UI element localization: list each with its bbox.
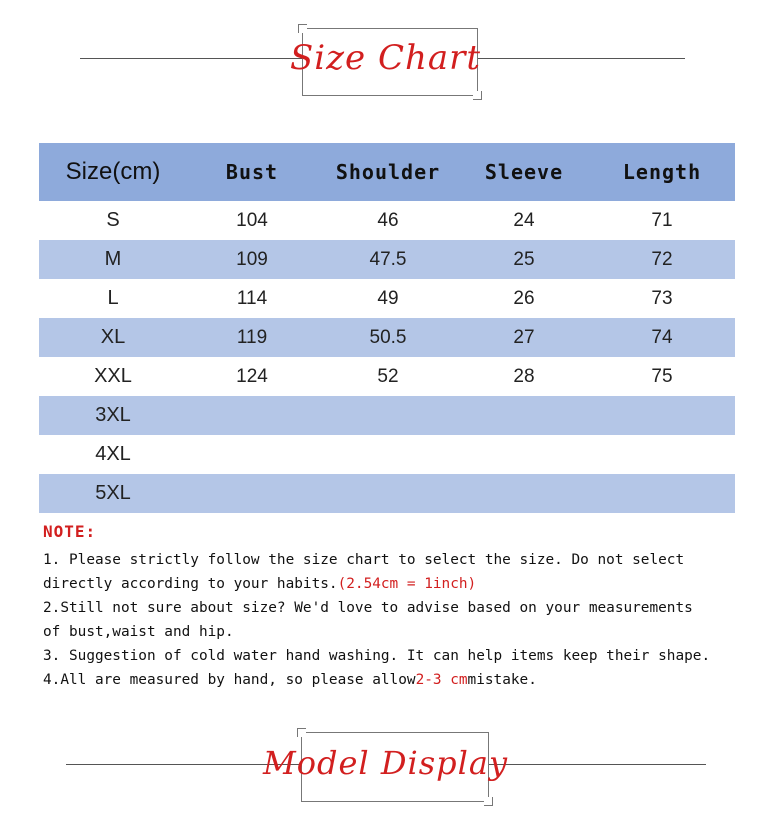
cell-sleeve (459, 474, 589, 513)
cell-bust (187, 435, 317, 474)
notes-section (43, 520, 743, 692)
note-3-text: 3. Suggestion of cold water hand washing. It can help items keep their shape. (43, 648, 711, 664)
cell-size: XL (100, 326, 126, 348)
cell-bust: 124 (236, 365, 268, 387)
cell-size: 5XL (95, 482, 131, 504)
header-size: Size(cm) (65, 158, 161, 185)
cell-size: L (107, 287, 119, 309)
table-row (39, 435, 735, 474)
model-display-banner (0, 730, 771, 804)
note-1-line-1: 1. Please strictly follow the size chart to select the size. Do not select (43, 552, 685, 568)
cell-sleeve: 27 (513, 326, 535, 348)
cell-sleeve (459, 435, 589, 474)
cell-length: 75 (651, 365, 673, 387)
table-row (39, 318, 735, 357)
header-bust: Bust (225, 160, 279, 184)
note-2-line-2: of bust,waist and hip. (43, 624, 234, 640)
size-table (39, 143, 735, 513)
notes-heading: NOTE: (43, 522, 97, 541)
table-row (39, 240, 735, 279)
size-chart-title: Size Chart (289, 38, 482, 78)
table-row (39, 474, 735, 513)
cell-bust (187, 474, 317, 513)
cell-shoulder: 47.5 (369, 248, 407, 270)
cell-sleeve: 24 (513, 209, 535, 231)
cell-bust: 114 (236, 287, 268, 309)
note-1-line-2: directly according to your habits. (43, 576, 338, 592)
cell-sleeve: 28 (513, 365, 535, 387)
note-1-conversion: (2.54cm = 1inch) (337, 576, 477, 592)
cell-shoulder: 46 (377, 209, 399, 231)
cell-shoulder: 49 (377, 287, 399, 309)
table-row (39, 201, 735, 240)
model-display-title: Model Display (262, 744, 509, 782)
cell-length: 73 (651, 287, 673, 309)
table-row (39, 357, 735, 396)
cell-size: XXL (94, 365, 132, 387)
note-4 (43, 668, 743, 692)
size-chart-banner (0, 24, 771, 96)
note-2-continued (43, 620, 743, 644)
cell-length: 74 (651, 326, 673, 348)
cell-shoulder (317, 474, 459, 513)
cell-shoulder: 50.5 (369, 326, 407, 348)
header-length: Length (622, 160, 702, 184)
cell-length (589, 435, 735, 474)
cell-bust: 119 (236, 326, 268, 348)
cell-shoulder (317, 396, 459, 435)
note-2 (43, 596, 743, 620)
table-header-row (39, 143, 735, 201)
note-2-line-1: 2.Still not sure about size? We'd love to advise based on your measurements (43, 600, 693, 616)
note-4-tolerance: 2-3 cm (415, 672, 468, 688)
cell-shoulder (317, 435, 459, 474)
cell-length: 72 (651, 248, 673, 270)
note-4-text: 4.All are measured by hand, so please allow (43, 672, 416, 688)
note-4-end: mistake. (467, 672, 537, 688)
cell-length: 71 (651, 209, 673, 231)
cell-size: 4XL (95, 443, 131, 465)
cell-sleeve: 26 (513, 287, 535, 309)
table-row (39, 396, 735, 435)
cell-bust: 109 (236, 248, 268, 270)
header-shoulder: Shoulder (335, 160, 441, 184)
cell-bust: 104 (236, 209, 268, 231)
cell-size: M (104, 248, 122, 270)
cell-sleeve (459, 396, 589, 435)
cell-length (589, 474, 735, 513)
note-3 (43, 644, 743, 668)
cell-shoulder: 52 (377, 365, 399, 387)
cell-size: S (106, 209, 120, 231)
cell-size: 3XL (95, 404, 131, 426)
cell-length (589, 396, 735, 435)
header-sleeve: Sleeve (484, 160, 564, 184)
note-1 (43, 548, 743, 572)
table-row (39, 279, 735, 318)
cell-bust (187, 396, 317, 435)
note-1-continued (43, 572, 743, 596)
cell-sleeve: 25 (513, 248, 535, 270)
